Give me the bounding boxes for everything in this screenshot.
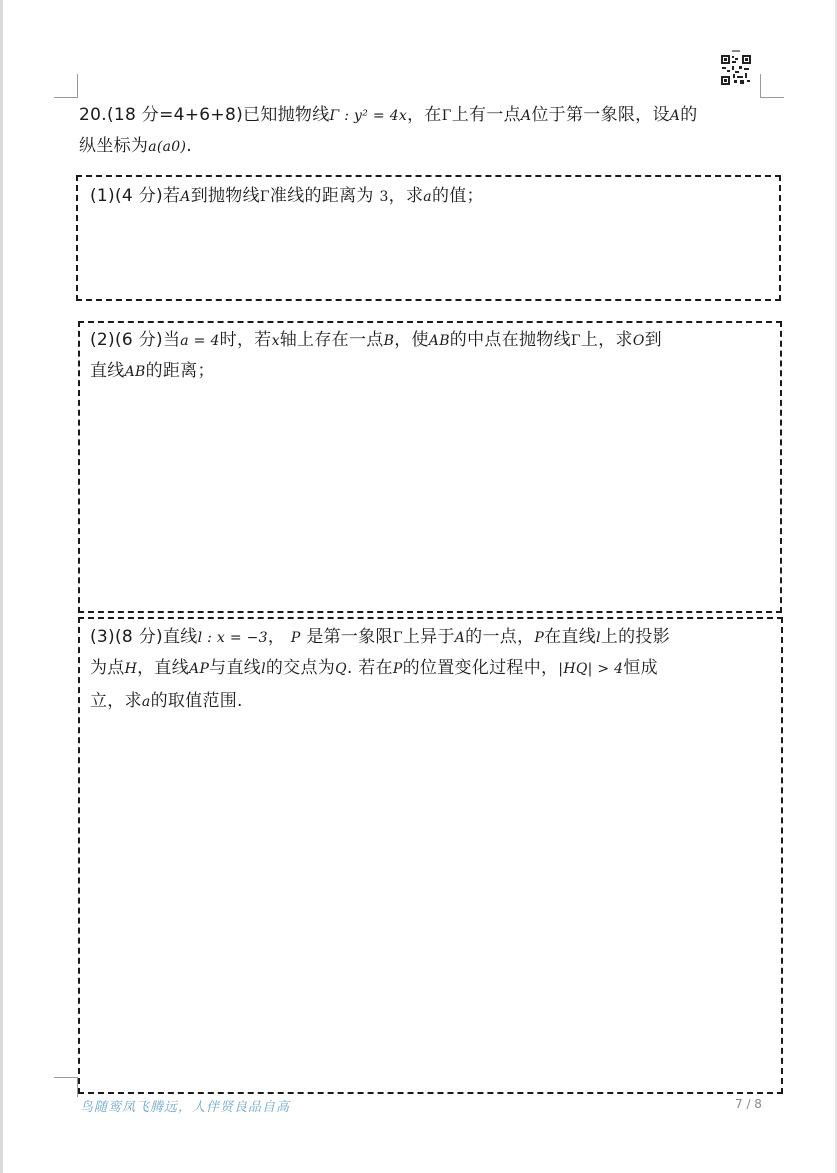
part-label: (2): [90, 330, 115, 350]
qr-code-icon: [720, 50, 752, 86]
part-text: 的值；: [431, 186, 484, 206]
math-symbol: Γ: [259, 189, 270, 205]
math-symbol: P: [392, 661, 403, 677]
math-symbol: A: [454, 630, 466, 646]
part-text: 上，求: [580, 330, 633, 350]
math-symbol: H: [124, 661, 138, 677]
part-2-line-1: [90, 325, 662, 356]
part-text: 轴上存在一点: [279, 330, 384, 350]
part-2-line-2: [90, 356, 215, 387]
part-text: 是第一象限: [306, 627, 393, 647]
question-score: (18 分=4+6+8): [106, 105, 244, 125]
math-symbol: x: [271, 333, 280, 349]
math-symbol: a: [423, 189, 432, 205]
part-text: 的交点为: [265, 658, 336, 678]
question-text: 已知抛物线: [243, 105, 330, 125]
math-symbol: Γ: [392, 630, 403, 646]
math-inequality: |HQ| > 4: [558, 661, 624, 677]
part-text: . 若在: [346, 658, 393, 678]
math-symbol: O: [632, 333, 645, 349]
footer-motto: 鸟随鸾凤飞腾远，人伴贤良品自高: [80, 1100, 291, 1115]
crop-mark: [54, 1077, 78, 1078]
math-symbol: l: [261, 661, 266, 677]
part-3-line-1: [90, 622, 670, 653]
part-text: 与直线: [209, 658, 262, 678]
math-symbol: AB: [428, 333, 450, 349]
part-1-line-1: [90, 181, 484, 212]
part-text: 准线的距离为: [269, 186, 374, 206]
part-text: 直线: [90, 361, 125, 381]
math-symbol: P: [534, 630, 545, 646]
crop-mark: [760, 74, 761, 98]
part-score: (8 分): [114, 627, 163, 647]
question-text: 的: [680, 105, 698, 125]
question-text: 位于第一象限，设: [531, 105, 670, 125]
math-symbol: B: [383, 333, 395, 349]
math-condition: a(a0): [148, 139, 187, 155]
part-text: 立，求: [90, 691, 142, 711]
question-line-2: [79, 131, 192, 162]
part-text: 上的投影: [600, 627, 670, 647]
part-text: 到: [644, 330, 662, 350]
math-expression: l : x = −3: [197, 630, 268, 646]
math-symbol: a: [141, 694, 151, 710]
math-symbol: P: [290, 630, 301, 646]
part-text: 当: [162, 330, 181, 350]
question-line-1: [79, 100, 698, 131]
crop-mark: [760, 97, 784, 98]
part-text: 到抛物线: [190, 186, 260, 206]
question-text: 纵坐标为: [79, 136, 149, 156]
crop-mark: [54, 97, 78, 98]
part-text: ，求: [388, 186, 424, 206]
part-text: 的距离；: [145, 361, 215, 381]
math-symbol: Q: [335, 661, 347, 677]
math-symbol: Γ: [441, 108, 452, 124]
part-text: ，: [267, 627, 286, 647]
part-label: (3): [90, 627, 115, 647]
page-edge: [0, 0, 3, 1173]
math-symbol: 3: [379, 189, 389, 205]
part-text: 上异于: [402, 627, 455, 647]
part-text: 时，若: [219, 330, 272, 350]
math-symbol: A: [180, 189, 191, 205]
part-text: 的中点在抛物线: [449, 330, 571, 350]
part-3-line-2: [90, 653, 658, 684]
question-number: 20.: [79, 105, 107, 125]
math-expression: a = 4: [180, 333, 220, 349]
part-text: 若: [162, 186, 181, 206]
part-text: 为点: [90, 658, 125, 678]
part-score: (4 分): [114, 186, 163, 206]
part-text: 恒成: [623, 658, 658, 678]
math-symbol: Γ: [570, 333, 581, 349]
page-number: 7 / 8: [735, 1097, 762, 1111]
math-symbol: l: [596, 630, 601, 646]
math-symbol: AP: [189, 661, 210, 677]
part-text: 的取值范围.: [150, 691, 243, 711]
question-text: ，在: [407, 105, 442, 125]
part-text: ，使: [394, 330, 429, 350]
question-text: .: [186, 136, 192, 156]
math-symbol: A: [669, 108, 681, 124]
crop-mark: [77, 74, 78, 98]
parabola-equation: Γ : y² = 4x: [329, 108, 408, 124]
part-text: 的一点，: [465, 627, 535, 647]
part-text: 直线: [162, 627, 198, 647]
part-label: (1): [90, 186, 115, 206]
question-text: 上有一点: [451, 105, 521, 125]
part-score: (6 分): [114, 330, 163, 350]
part-text: ，直线: [137, 658, 190, 678]
math-symbol: AB: [124, 364, 146, 380]
part-3-line-3: [90, 686, 243, 717]
part-text: 的位置变化过程中，: [402, 658, 559, 678]
part-text: 在直线: [544, 627, 597, 647]
math-symbol: A: [520, 108, 532, 124]
